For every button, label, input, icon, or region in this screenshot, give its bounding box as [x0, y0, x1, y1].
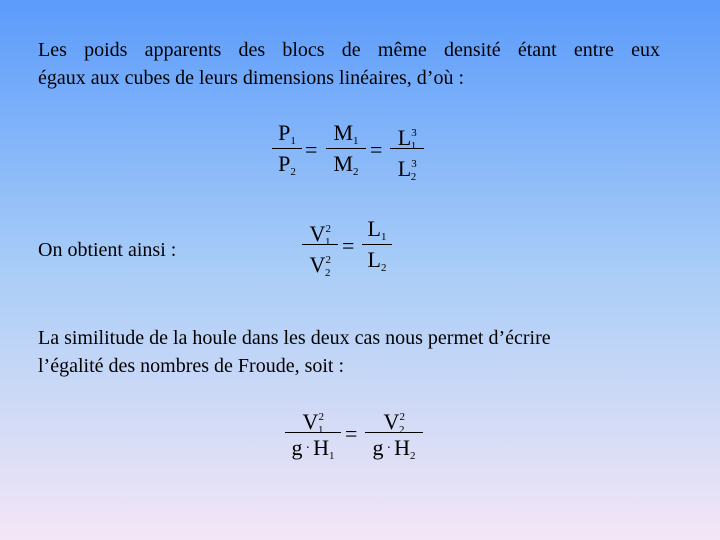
equals-sign: =: [345, 421, 358, 446]
fraction-l: [390, 120, 424, 183]
paragraph-line: l’égalité des nombres de Froude, soit :: [38, 355, 345, 377]
denominator: $g \cdot H_1$: [291, 435, 335, 462]
numerator: $M_1$: [333, 120, 359, 147]
paragraph-line: On obtient ainsi :: [38, 239, 177, 261]
paragraph-line: Les poids apparents des blocs de même densité étant entre eux: [38, 39, 660, 61]
fraction-bar: [326, 148, 366, 149]
denominator: $g \cdot H_2$: [372, 435, 416, 462]
paragraph-similitude: [38, 324, 678, 380]
fraction-l: [362, 216, 392, 273]
equation-poids: [272, 120, 432, 186]
denominator: $P_2$: [278, 151, 296, 178]
denominator: $M_2$: [333, 151, 359, 178]
denominator: $L_2$: [367, 247, 387, 274]
equals-sign: =: [305, 137, 318, 162]
fraction-bar: [362, 244, 392, 245]
denominator: $L^3_2$: [397, 156, 417, 183]
paragraph-line: égaux aux cubes de leurs dimensions linéaires, d’où :: [38, 67, 464, 89]
paragraph-line: La similitude de la houle dans les deux cas nous permet d’écrire: [38, 327, 551, 349]
fraction-v: [302, 216, 338, 279]
fraction-froude-1: [285, 404, 341, 461]
equals-sign: =: [342, 233, 355, 258]
denominator: $V^2_2$: [309, 252, 331, 279]
paragraph-poids: [38, 36, 678, 92]
numerator: $V^2_1$: [309, 221, 331, 248]
equation-vitesse: [302, 216, 402, 282]
numerator: $L_1$: [367, 216, 387, 243]
numerator: $V^2_2$: [383, 409, 405, 436]
equation-froude: [285, 404, 425, 470]
numerator: $P_1$: [278, 120, 296, 147]
fraction-froude-2: [365, 404, 423, 461]
fraction-bar: [272, 148, 302, 149]
numerator: $V^2_1$: [302, 409, 324, 436]
equals-sign: =: [370, 137, 383, 162]
fraction-m: [326, 120, 366, 177]
numerator: $L^3_1$: [397, 125, 417, 152]
fraction-p: [272, 120, 302, 177]
